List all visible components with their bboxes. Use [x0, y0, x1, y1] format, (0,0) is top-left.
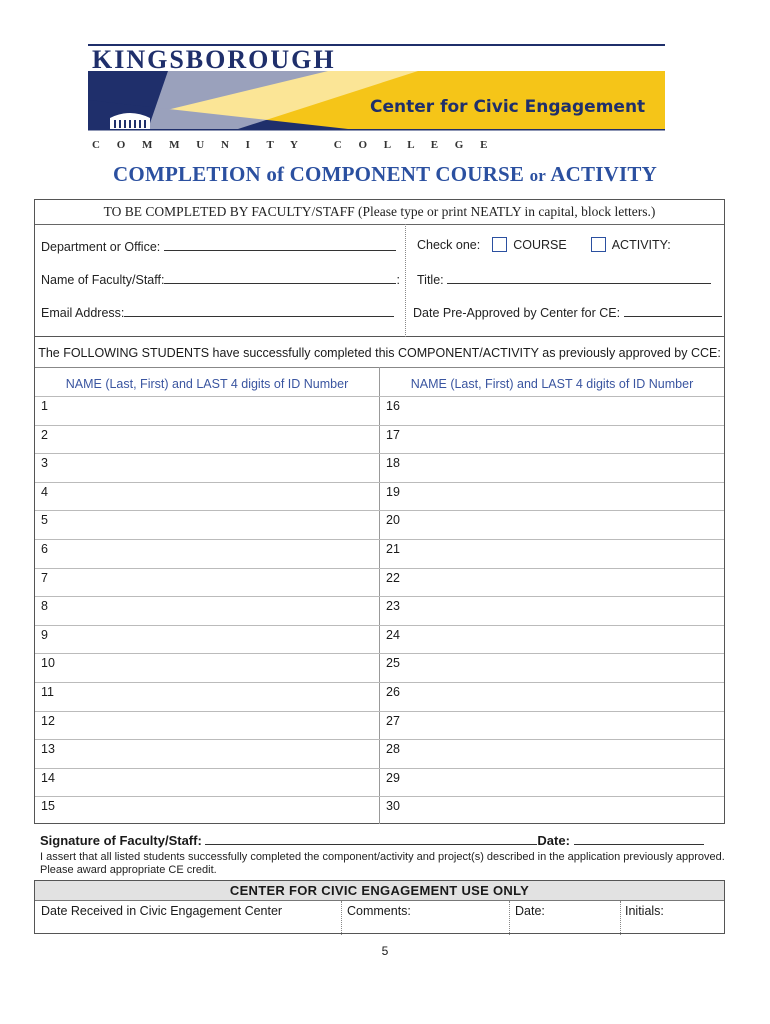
table-row: [35, 739, 724, 768]
cce-divider-1: [341, 901, 343, 935]
student-entry-left[interactable]: 9: [41, 627, 48, 642]
table-row: [35, 568, 724, 597]
faculty-section-header: TO BE COMPLETED BY FACULTY/STAFF (Please type or print NEATLY in capital, block letters.): [35, 200, 724, 225]
student-entry-right[interactable]: 23: [386, 599, 400, 614]
student-entry-left[interactable]: 13: [41, 742, 55, 757]
faculty-name-field[interactable]: [41, 271, 400, 287]
students-section: [34, 337, 725, 824]
table-row: [35, 711, 724, 740]
faculty-name-colon: :: [396, 273, 400, 287]
email-field[interactable]: [41, 304, 394, 320]
student-entry-right[interactable]: 20: [386, 513, 400, 528]
cce-divider-2: [509, 901, 511, 935]
table-row: [35, 796, 724, 825]
table-row: [35, 425, 724, 454]
title-input[interactable]: [447, 271, 711, 284]
student-entry-left[interactable]: 1: [41, 399, 48, 413]
student-entry-left[interactable]: 2: [41, 427, 48, 442]
date-received-field[interactable]: Date Received in Civic Engagement Center: [41, 904, 283, 918]
table-row: [35, 768, 724, 797]
title-field[interactable]: [417, 271, 711, 287]
signature-line[interactable]: [40, 832, 730, 848]
faculty-section-divider: [405, 224, 407, 337]
faculty-name-input[interactable]: [164, 271, 396, 284]
student-grid: [35, 396, 724, 825]
student-entry-right[interactable]: 29: [386, 770, 400, 785]
student-entry-right[interactable]: 19: [386, 484, 400, 499]
student-entry-right[interactable]: 17: [386, 427, 400, 442]
student-entry-left[interactable]: 10: [41, 656, 55, 671]
cce-divider-3: [620, 901, 622, 935]
email-input[interactable]: [124, 304, 394, 317]
student-entry-left[interactable]: 8: [41, 599, 48, 614]
title-main: COMPLETION of COMPONENT COURSE: [113, 162, 525, 186]
title-or: or: [529, 166, 547, 185]
student-entry-right[interactable]: 22: [386, 570, 400, 585]
left-column-header: NAME (Last, First) and LAST 4 digits of ID Number: [65, 377, 349, 391]
signature-input[interactable]: [205, 832, 537, 845]
student-entry-left[interactable]: 3: [41, 456, 48, 471]
logo-tagline-text: Center for Civic Engagement: [370, 97, 646, 117]
student-entry-right[interactable]: 21: [386, 541, 400, 556]
logo-bottom-rule: [88, 129, 665, 131]
logo-subtitle-text: C O M M U N I T Y C O L L E G E: [92, 139, 495, 151]
title-label: Title:: [417, 273, 444, 287]
table-row: [35, 596, 724, 625]
activity-label: ACTIVITY:: [611, 238, 671, 252]
student-entry-right[interactable]: 25: [386, 656, 400, 671]
student-entry-right[interactable]: 30: [386, 799, 400, 814]
email-label: Email Address:: [41, 306, 125, 320]
table-row: [35, 625, 724, 654]
student-entry-left[interactable]: 4: [41, 484, 48, 499]
table-row: [35, 539, 724, 568]
student-entry-left[interactable]: 11: [41, 684, 54, 699]
activity-checkbox[interactable]: [591, 237, 606, 252]
faculty-name-label: Name of Faculty/Staff:: [41, 273, 165, 287]
preapproved-date-field[interactable]: [413, 304, 722, 320]
right-column-header: NAME (Last, First) and LAST 4 digits of ID Number: [410, 377, 694, 391]
student-entry-left[interactable]: 12: [41, 713, 55, 728]
preapproved-date-input[interactable]: [624, 304, 722, 317]
course-checkbox[interactable]: [492, 237, 507, 252]
cce-date-field[interactable]: Date:: [515, 904, 545, 918]
comments-field[interactable]: Comments:: [347, 904, 411, 918]
faculty-section: [34, 199, 725, 337]
student-entry-left[interactable]: 15: [41, 799, 55, 814]
student-entry-left[interactable]: 5: [41, 513, 48, 528]
department-label: Department or Office:: [41, 240, 161, 254]
title-tail: ACTIVITY: [550, 162, 657, 186]
logo-name-text: KINGSBOROUGH: [92, 45, 336, 74]
student-entry-right[interactable]: 16: [386, 399, 400, 413]
assertion-text: I assert that all listed students successfully completed the component/activity and project(s) described in the application previously approved. Please award appropriate CE credit.: [40, 851, 725, 876]
student-entry-right[interactable]: 28: [386, 742, 400, 757]
student-entry-right[interactable]: 24: [386, 627, 400, 642]
signature-date-label: Date:: [537, 833, 570, 848]
signature-label: Signature of Faculty/Staff:: [40, 833, 202, 848]
table-row: [35, 682, 724, 711]
students-section-header: The FOLLOWING STUDENTS have successfully completed this COMPONENT/ACTIVITY as previously approved by CCE:: [35, 337, 724, 368]
student-entry-left[interactable]: 7: [41, 570, 48, 585]
page-title: [0, 162, 770, 187]
cce-fields-row: [35, 901, 724, 935]
table-row: [35, 510, 724, 539]
student-entry-right[interactable]: 26: [386, 684, 400, 699]
course-label: COURSE: [513, 238, 567, 252]
logo-graphic: [88, 44, 665, 157]
student-entry-right[interactable]: 27: [386, 713, 400, 728]
department-field[interactable]: [41, 238, 396, 254]
kingsborough-logo: [88, 44, 665, 157]
table-row: [35, 653, 724, 682]
check-one-label: Check one:: [417, 238, 481, 252]
page-number: 5: [381, 944, 389, 958]
student-entry-right[interactable]: 18: [386, 456, 400, 471]
preapproved-date-label: Date Pre-Approved by Center for CE:: [413, 306, 621, 320]
table-row: [35, 453, 724, 482]
student-entry-left[interactable]: 14: [41, 770, 55, 785]
department-input[interactable]: [164, 238, 396, 251]
cce-section-header: CENTER FOR CIVIC ENGAGEMENT USE ONLY: [35, 881, 724, 901]
table-row: [35, 396, 724, 425]
cce-section: [34, 880, 725, 934]
signature-date-input[interactable]: [574, 832, 704, 845]
initials-field[interactable]: Initials:: [625, 904, 664, 918]
student-entry-left[interactable]: 6: [41, 541, 48, 556]
check-one-field: [417, 237, 671, 252]
table-row: [35, 482, 724, 511]
